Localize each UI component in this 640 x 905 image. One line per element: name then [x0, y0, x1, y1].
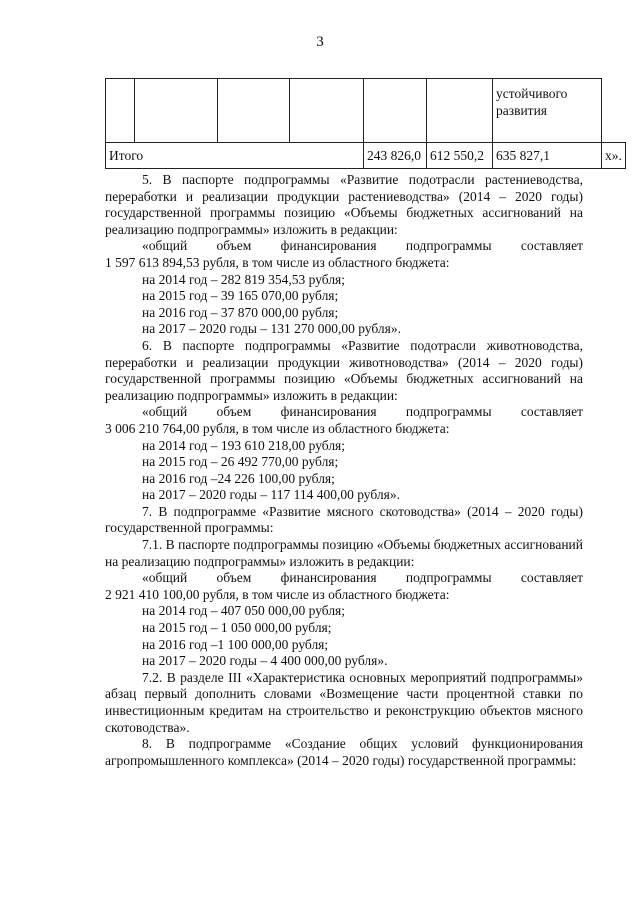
paragraph-7-1-quote-total: 2 921 410 100,00 рубля, в том числе из областного бюджета: — [105, 586, 450, 602]
paragraph-6-quote-start: «общий объем финансирования подпрограммы составляет — [142, 404, 583, 420]
total-value-3: 635 827,1 — [493, 143, 602, 169]
paragraph-7-1-year-2016: на 2016 год –1 100 000,00 рубля; — [142, 636, 329, 652]
paragraph-8: 8. В подпрограмме «Создание общих условий функционирования агропромышленного комплекса» (2014 – 2020 годы) государственной программы: — [105, 736, 583, 768]
table-row — [106, 79, 626, 143]
table-cell — [364, 79, 427, 143]
paragraph-6-year-2016: на 2016 год –24 226 100,00 рубля; — [142, 470, 335, 486]
paragraph-6-year-2014: на 2014 год – 193 610 218,00 рубля; — [142, 437, 346, 453]
total-label: Итого — [106, 143, 364, 169]
paragraph-7-1-year-2017-2020: на 2017 – 2020 годы – 4 400 000,00 рубля». — [142, 653, 388, 669]
page-number: 3 — [316, 34, 324, 50]
table-cell — [290, 79, 364, 143]
table-cell — [218, 79, 290, 143]
table-cell — [106, 79, 135, 143]
paragraph-6-quote-total: 3 006 210 764,00 рубля, в том числе из областного бюджета: — [105, 420, 450, 436]
paragraph-5-quote-total: 1 597 613 894,53 рубля, в том числе из областного бюджета: — [105, 254, 450, 270]
total-value-1: 243 826,0 — [364, 143, 427, 169]
paragraph-7-1-year-2014: на 2014 год – 407 050 000,00 рубля; — [142, 603, 346, 619]
document-body — [105, 172, 583, 769]
paragraph-5-year-2017-2020: на 2017 – 2020 годы – 131 270 000,00 рубля». — [142, 321, 401, 337]
table-cell — [135, 79, 218, 143]
paragraph-5-year-2014: на 2014 год – 282 819 354,53 рубля; — [142, 271, 346, 287]
paragraph-5: 5. В паспорте подпрограммы «Развитие подотрасли растениеводства, переработки и реализации продукции растениеводства» (2014 – 2020 годы) государственной программы позицию «Объемы бюджетных ассигнований на реализацию подпрограммы» изложить в редакции: — [105, 172, 583, 237]
table-row-total — [106, 143, 626, 169]
total-value-2: 612 550,2 — [427, 143, 493, 169]
budget-table — [105, 78, 626, 169]
paragraph-6: 6. В паспорте подпрограммы «Развитие подотрасли животноводства, переработки и реализации продукции животноводства» (2014 – 2020 годы) государственной программы позицию «Объемы бюджетных ассигнований на реализацию подпрограммы» изложить в редакции: — [105, 337, 583, 403]
paragraph-5-year-2015: на 2015 год – 39 165 070,00 рубля; — [142, 288, 339, 304]
paragraph-5-year-2016: на 2016 год – 37 870 000,00 рубля; — [142, 304, 339, 320]
paragraph-7: 7. В подпрограмме «Развитие мясного скотоводства» (2014 – 2020 годы) государственной программы: — [105, 503, 583, 536]
table-cell — [427, 79, 493, 143]
paragraph-5-quote-start: «общий объем финансирования подпрограммы составляет — [142, 238, 583, 254]
paragraph-6-year-2015: на 2015 год – 26 492 770,00 рубля; — [142, 454, 339, 470]
paragraph-7-1-year-2015: на 2015 год – 1 050 000,00 рубля; — [142, 620, 332, 636]
table-cell: устойчивого развития — [493, 79, 602, 143]
paragraph-7-1-quote-start: «общий объем финансирования подпрограммы составляет — [142, 570, 583, 586]
total-last: х». — [602, 143, 626, 169]
paragraph-6-year-2017-2020: на 2017 – 2020 годы – 117 114 400,00 рубля». — [142, 487, 400, 503]
paragraph-7-1: 7.1. В паспорте подпрограммы позицию «Объемы бюджетных ассигнований на реализацию подпрограммы» изложить в редакции: — [105, 537, 583, 569]
paragraph-7-2: 7.2. В разделе III «Характеристика основных мероприятий подпрограммы» абзац первый дополнить словами «Возмещение части процентной ставки по инвестиционным кредитам на строительство и реконструкцию объектов мясного скотоводства». — [105, 669, 583, 735]
